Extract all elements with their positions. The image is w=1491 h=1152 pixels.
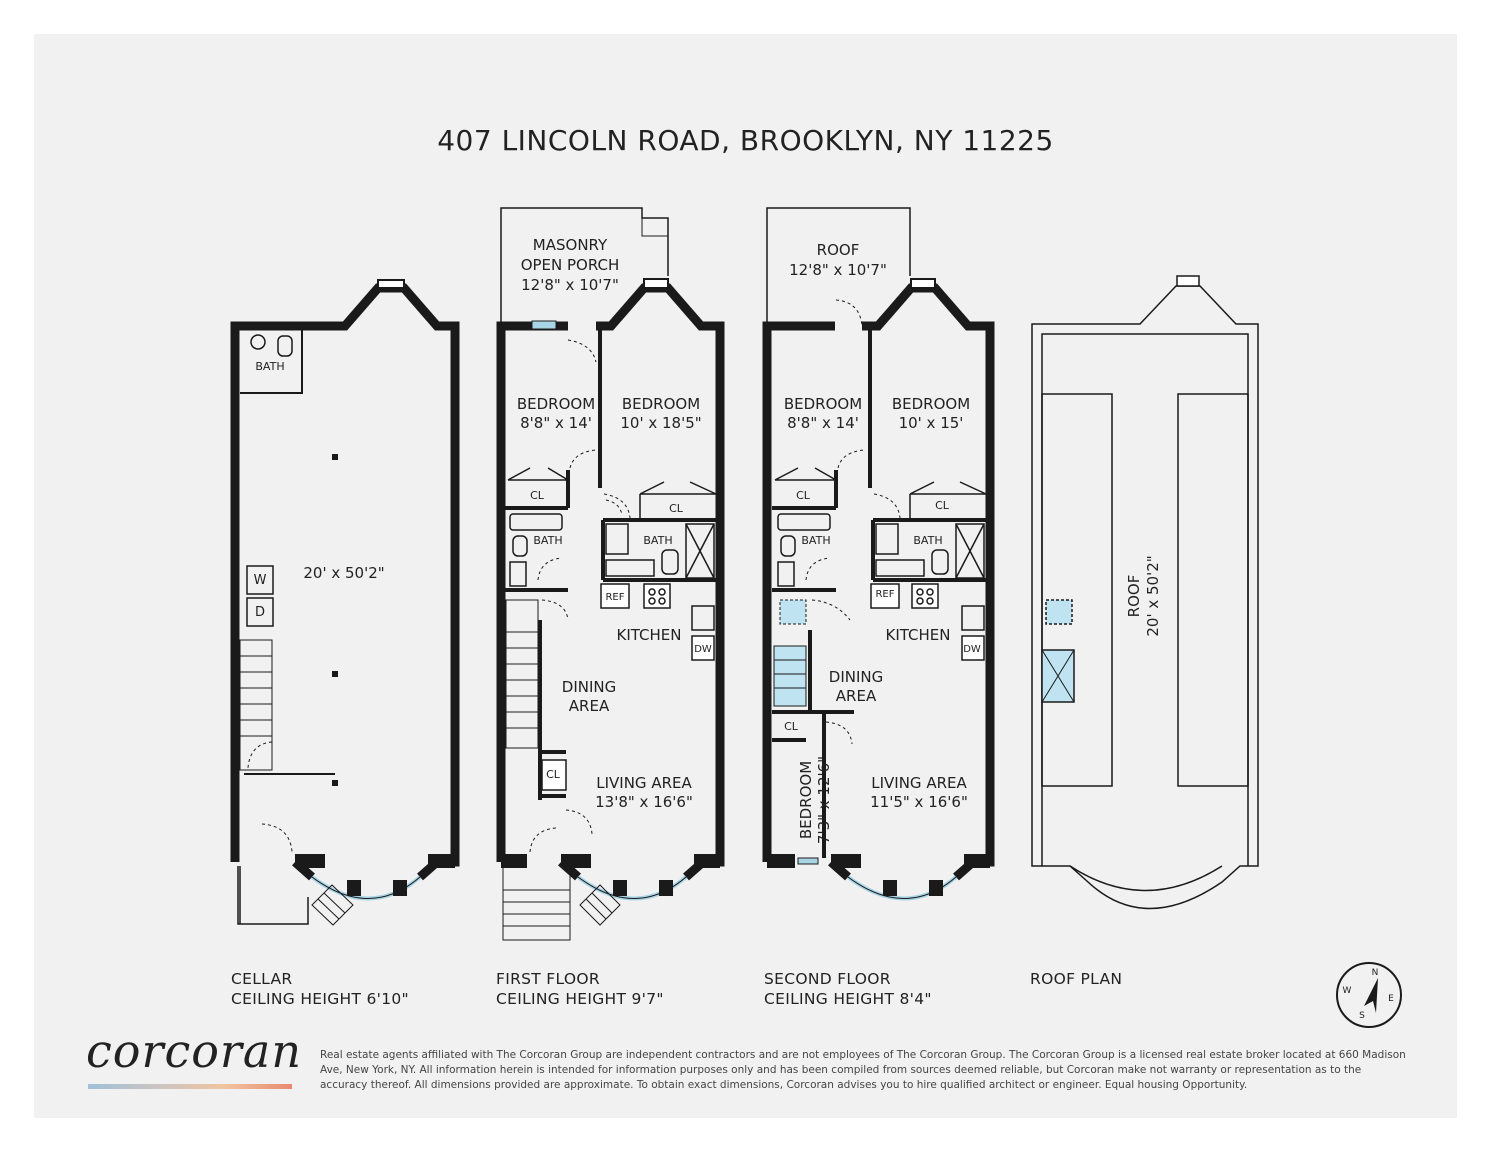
cellar-dimension: 20' x 50'2"	[303, 564, 385, 582]
first-living-dim: 13'8" x 16'6"	[595, 793, 693, 811]
first-ref: REF	[605, 592, 625, 603]
second-cl-b: CL	[935, 499, 949, 512]
second-living-dim: 11'5" x 16'6"	[870, 793, 968, 811]
roof-plan-name: ROOF PLAN	[1030, 970, 1123, 988]
first-cl-b: CL	[669, 502, 683, 515]
second-ref: REF	[875, 589, 895, 600]
roof-label: ROOF	[1125, 574, 1143, 618]
first-dw: DW	[694, 644, 712, 655]
second-bedroom-a-dim: 8'8" x 14'	[787, 414, 859, 432]
cellar-plan	[235, 280, 455, 925]
first-porch-label-2: OPEN PORCH	[520, 256, 620, 274]
washer-label: W	[253, 573, 267, 588]
first-floor-name: FIRST FLOOR	[496, 970, 600, 988]
second-floor-ceiling: CEILING HEIGHT 8'4"	[764, 990, 932, 1008]
first-dining-label-2: AREA	[568, 697, 610, 715]
first-front-stoop	[503, 866, 570, 940]
second-floor-name: SECOND FLOOR	[764, 970, 891, 988]
second-dw: DW	[963, 644, 981, 655]
first-cl-a: CL	[530, 489, 544, 502]
cellar-stairs	[240, 640, 272, 770]
first-kitchen-label: KITCHEN	[616, 626, 682, 644]
roof-parapet-left	[1042, 394, 1112, 786]
first-bedroom-b-label: BEDROOM	[621, 395, 701, 413]
first-cl-c: CL	[546, 768, 560, 781]
cellar-toilet-icon	[278, 336, 292, 356]
first-porch-label-1: MASONRY	[532, 236, 608, 254]
second-dining-label-1: DINING	[828, 668, 884, 686]
cellar-caption	[231, 969, 409, 1009]
first-bath-a: BATH	[533, 534, 563, 547]
second-roof-label: ROOF	[816, 241, 860, 259]
dryer-label: D	[254, 605, 266, 620]
second-bath-b: BATH	[913, 534, 943, 547]
cellar-bay-window	[378, 280, 404, 288]
second-roof-dim: 12'8" x 10'7"	[789, 261, 887, 279]
first-floor-caption	[496, 969, 664, 1009]
second-living-label: LIVING AREA	[871, 774, 967, 792]
compass-e: E	[1388, 994, 1394, 1004]
roof-plan-caption	[1030, 969, 1122, 989]
first-floor-ceiling: CEILING HEIGHT 9'7"	[496, 990, 664, 1008]
cellar-areaway	[238, 866, 308, 924]
cellar-name: CELLAR	[231, 970, 293, 988]
first-bedroom-a-dim: 8'8" x 14'	[520, 414, 592, 432]
logo-gradient-bar	[88, 1084, 292, 1089]
second-bedroom-a-label: BEDROOM	[783, 395, 863, 413]
cellar-sink-icon	[251, 335, 265, 349]
second-bath-a: BATH	[801, 534, 831, 547]
first-bath-b: BATH	[643, 534, 673, 547]
legal-disclaimer: Real estate agents affiliated with The Corcoran Group are independent contractors and are not employees of The Corcoran Group. The Corcoran Group is a licensed real estate broker located at 660 Madison Ave, New York, NY. All information herein is intended for information purposes only and has been compiled from sources deemed reliable, but Corcoran make not warranty or representation as to the accuracy thereof. All dimensions provided are approximate. To obtain exact dimensions, Corcoran advises you to hire qualified architect or engineer. Equal housing Opportunity.	[320, 1049, 1406, 1091]
roof-hatch	[1046, 600, 1072, 624]
second-cl-a: CL	[796, 489, 810, 502]
page-title: 407 LINCOLN ROAD, BROOKLYN, NY 11225	[437, 124, 1054, 157]
first-floor-plan	[501, 208, 720, 940]
roof-dim: 20' x 50'2"	[1144, 555, 1162, 637]
second-bedroom-c-dim: 7'3" x 12'6"	[815, 755, 833, 845]
first-stairs	[506, 600, 538, 748]
compass-n: N	[1371, 968, 1379, 978]
compass-s: S	[1359, 1011, 1365, 1021]
second-skylight-small	[780, 600, 806, 624]
cellar-ceiling: CEILING HEIGHT 6'10"	[231, 990, 409, 1008]
second-bedroom-b-dim: 10' x 15'	[898, 414, 964, 432]
second-stairs	[774, 646, 806, 706]
second-dining-label-2: AREA	[835, 687, 877, 705]
cellar-bath-label: BATH	[255, 360, 285, 373]
second-bedroom-b-label: BEDROOM	[891, 395, 971, 413]
second-kitchen-label: KITCHEN	[885, 626, 951, 644]
first-porch-dim: 12'8" x 10'7"	[521, 276, 619, 294]
first-bedroom-a-label: BEDROOM	[516, 395, 596, 413]
corcoran-logo: corcoran	[86, 1024, 302, 1078]
first-living-label: LIVING AREA	[596, 774, 692, 792]
second-bedroom-c-label: BEDROOM	[797, 760, 815, 840]
first-dining-label-1: DINING	[561, 678, 617, 696]
compass-w: W	[1342, 986, 1352, 996]
second-cl-c: CL	[784, 720, 798, 733]
cellar-outer-wall	[235, 288, 455, 877]
roof-parapet-right	[1178, 394, 1248, 786]
second-floor-caption	[764, 969, 932, 1009]
first-bedroom-b-dim: 10' x 18'5"	[620, 414, 702, 432]
